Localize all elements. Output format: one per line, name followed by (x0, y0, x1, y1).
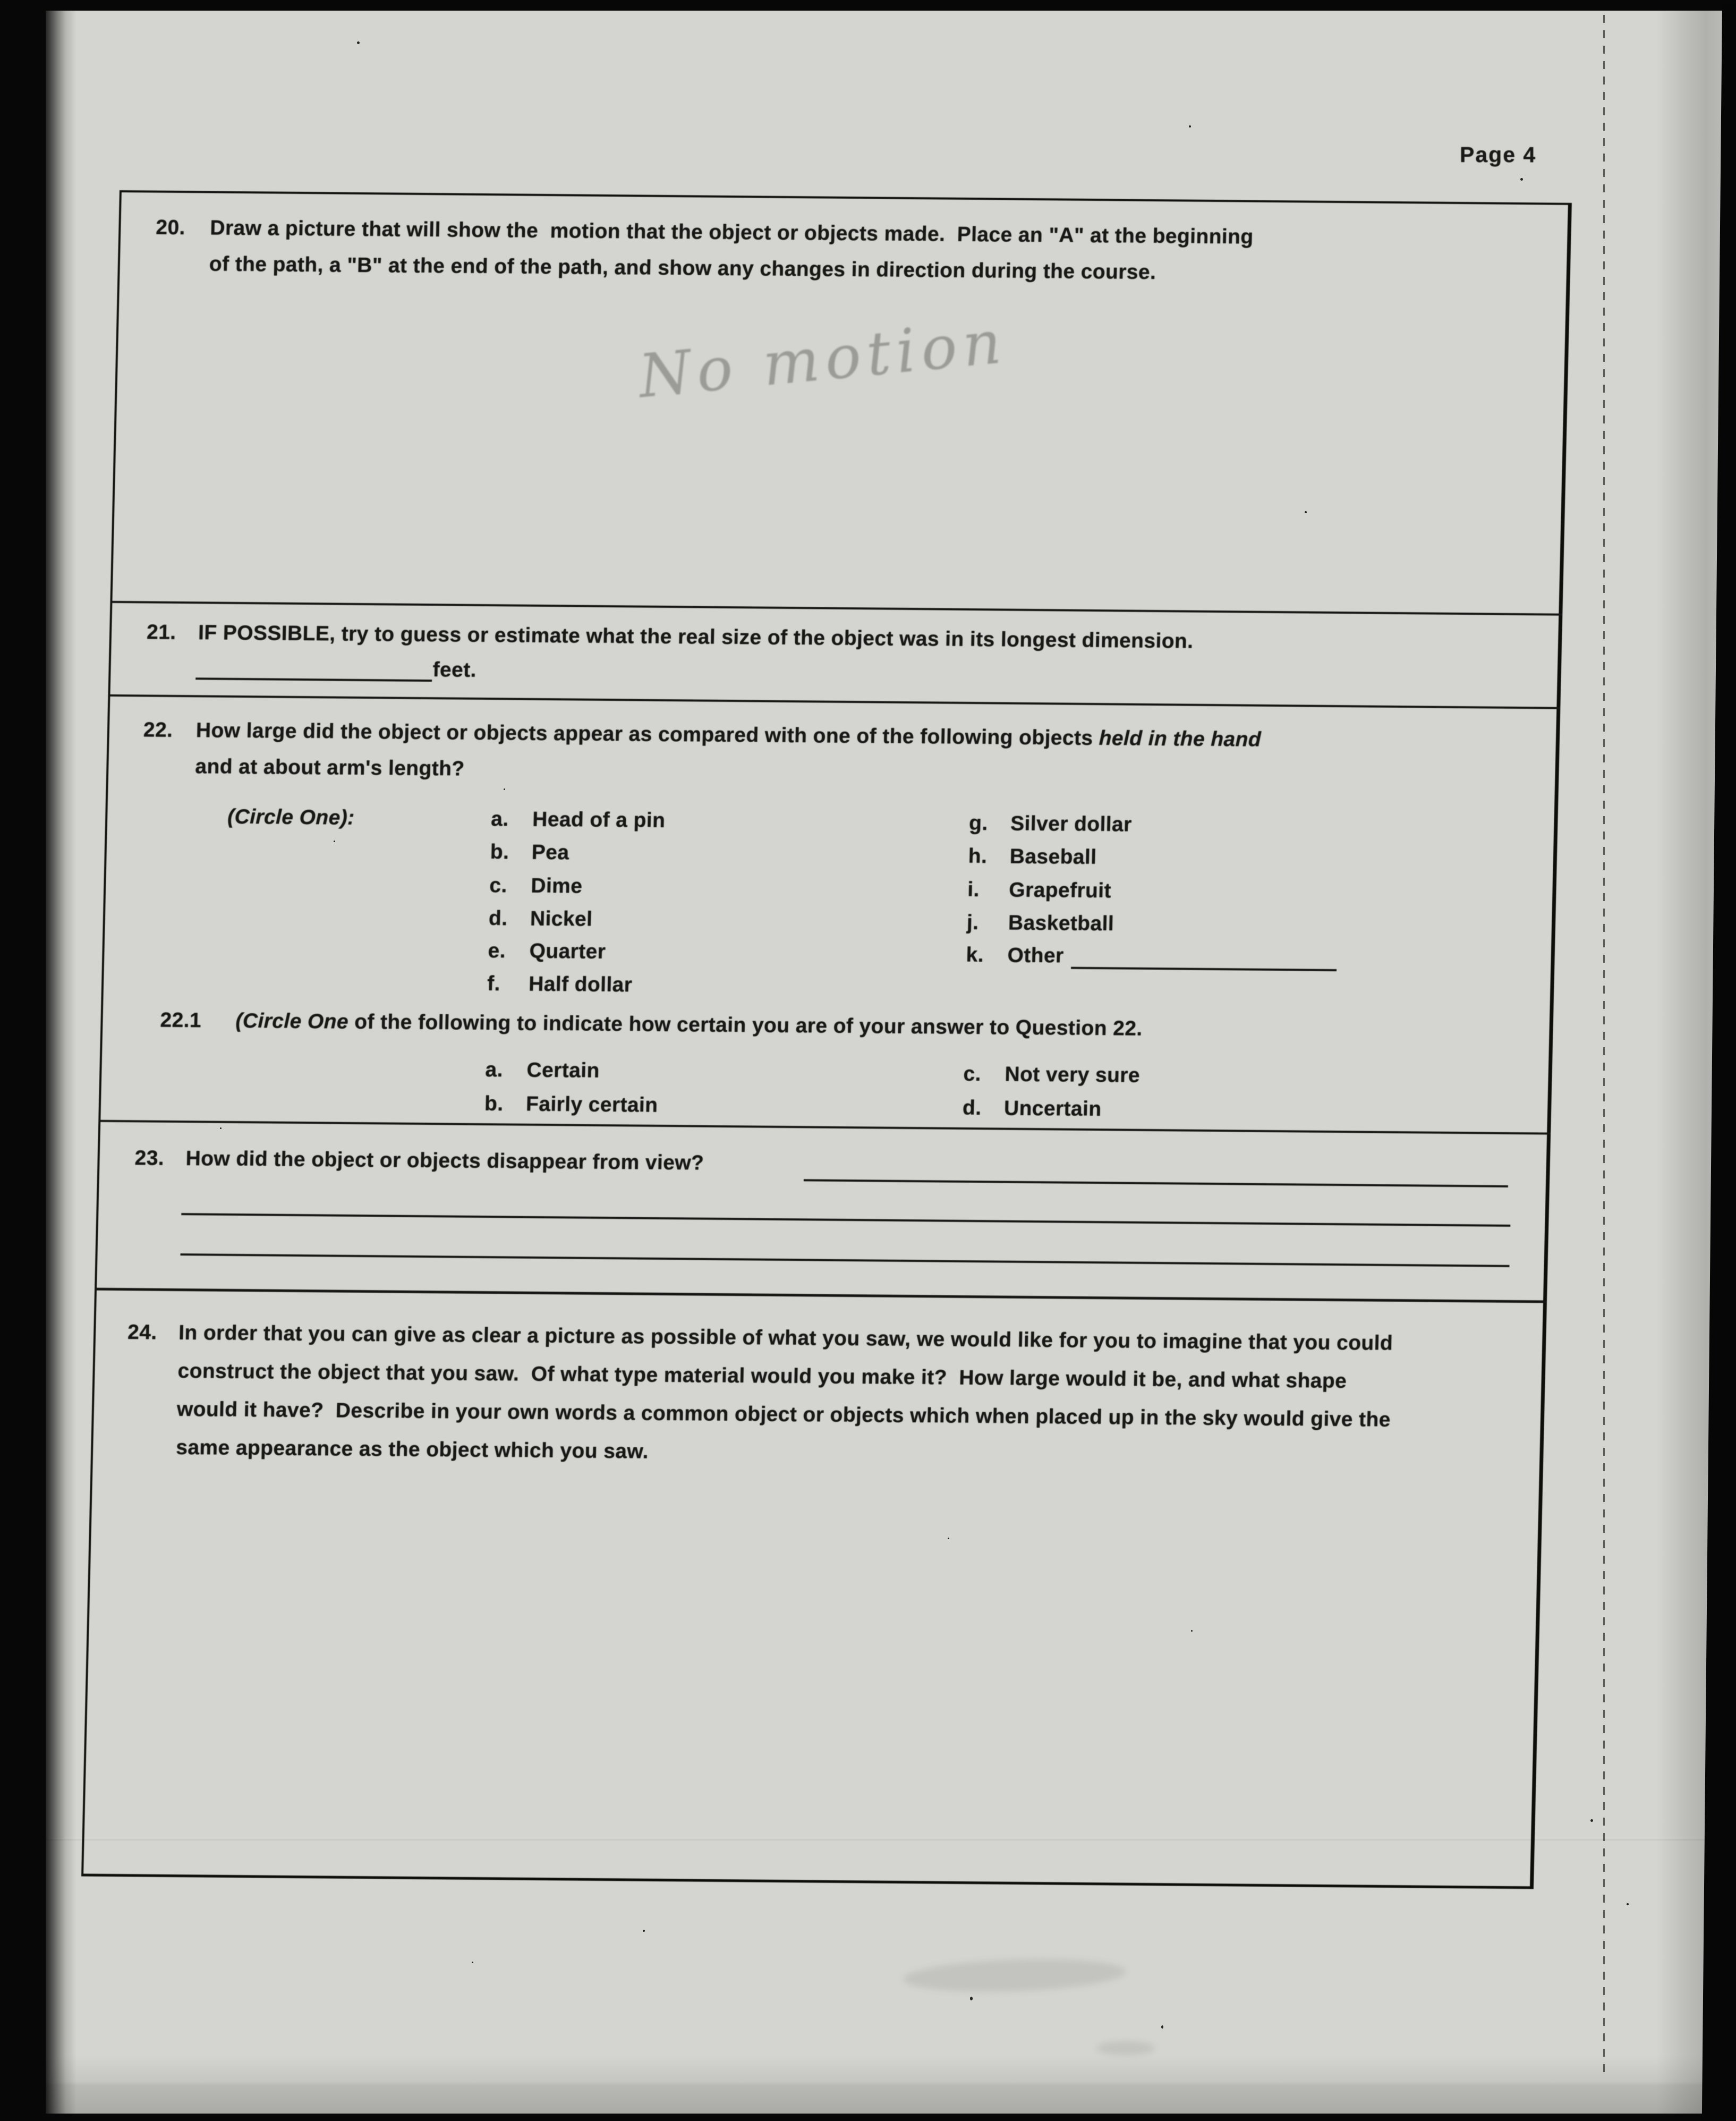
option-row (485, 1058, 600, 1083)
scan-smudge (903, 1956, 1127, 1996)
option-letter: a. (490, 808, 509, 831)
q22-text-line2: and at about arm's length? (194, 755, 465, 780)
page-number: Page 4 (1460, 142, 1537, 167)
paper (46, 11, 1736, 2114)
option-label: Silver dollar (1010, 812, 1133, 836)
q23-text: How did the object or objects disappear from view? (185, 1147, 704, 1175)
option-row (963, 1097, 1102, 1122)
option-letter: a. (485, 1058, 504, 1082)
option-label: Dime (530, 874, 583, 898)
q24-number: 24. (127, 1321, 158, 1344)
paper-bottom-shadow (46, 2055, 1736, 2114)
option-letter: d. (488, 907, 508, 930)
option-label: Uncertain (1003, 1097, 1102, 1121)
q23-number: 23. (134, 1147, 165, 1170)
q22-1-text (235, 1009, 1143, 1041)
option-letter: e. (488, 939, 506, 963)
option-row (963, 1063, 1140, 1088)
option-letter: g. (968, 812, 989, 835)
option-letter: b. (484, 1092, 504, 1116)
option-row (489, 874, 583, 898)
option-letter: k. (966, 943, 984, 967)
q21-text: IF POSSIBLE, try to guess or estimate what the real size of the object was in its longest dimension. (198, 621, 1194, 653)
scan-speck (1189, 125, 1191, 128)
section-divider-q22-q23 (98, 1120, 1551, 1135)
q22-number: 22. (143, 718, 173, 742)
option-row (490, 841, 569, 865)
option-letter: b. (490, 841, 509, 864)
option-label: Pea (531, 841, 569, 864)
option-label: Not very sure (1005, 1063, 1141, 1087)
q22-1-number: 22.1 (160, 1008, 202, 1032)
scan-speck (357, 41, 360, 44)
q24-text-line1: In order that you can give as clear a picture as possible of what you saw, we would like for you to imagine that you could (178, 1321, 1393, 1355)
q22-text-line1 (195, 719, 1261, 752)
scan-speck (472, 1962, 473, 1963)
questionnaire-box (81, 190, 1572, 1889)
option-letter: c. (963, 1062, 982, 1086)
q20-text-line1: Draw a picture that will show the motion that the object or objects made. Place an "A" at the beginning (209, 216, 1254, 249)
q22-text-emphasis: held in the hand (1099, 727, 1262, 751)
scan-speck (1305, 511, 1307, 513)
scan-speck (220, 1127, 222, 1129)
q22-circle-one-label: (Circle One): (227, 805, 355, 829)
option-label: Quarter (529, 939, 606, 964)
section-divider-q21-q22 (108, 694, 1560, 709)
option-letter: j. (966, 911, 979, 935)
q24-text-line3: would it have? Describe in your own words a common object or objects which when placed up in the sky would give the (176, 1398, 1391, 1431)
option-row (969, 812, 1132, 837)
q22-1-circle-one: (Circle One (235, 1009, 349, 1033)
option-row (966, 944, 1064, 968)
option-label: Head of a pin (532, 808, 666, 833)
option-row (968, 845, 1097, 870)
option-row (484, 1092, 658, 1118)
scan-speck (1520, 178, 1523, 181)
option-row (967, 878, 1112, 903)
option-label: Other (1007, 944, 1065, 968)
option-letter: f. (487, 972, 501, 996)
option-row (487, 972, 633, 997)
option-label: Baseball (1009, 845, 1097, 869)
scan-speck (1627, 1903, 1629, 1905)
scan-speck (1590, 1819, 1593, 1822)
q20-handwritten-answer: No motion (636, 307, 1010, 412)
option-row (491, 808, 666, 833)
q20-text-line2: of the path, a "B" at the end of the path, and show any changes in direction during the course. (209, 252, 1156, 284)
page-edge-dashed-line (1603, 15, 1605, 2076)
scan-speck (948, 1538, 949, 1539)
scan-speck (504, 788, 505, 790)
section-divider-q20-q21 (110, 601, 1562, 616)
section-divider-q23-q24 (95, 1288, 1547, 1303)
q23-answer-line-2 (181, 1213, 1510, 1227)
option-letter: c. (489, 874, 508, 897)
option-label: Half dollar (528, 972, 633, 997)
option-label: Basketball (1008, 911, 1114, 936)
q24-text-line2: construct the object that you saw. Of what type material would you make it? How large would it be, and what shape (177, 1360, 1347, 1393)
q22-text-main: How large did the object or objects appear as compared with one of the following objects (195, 719, 1100, 750)
option-row (966, 911, 1114, 936)
scan-smudge (1096, 2041, 1155, 2055)
option-letter: d. (962, 1096, 982, 1120)
q21-unit-label: feet. (432, 658, 477, 682)
option-label: Nickel (530, 907, 593, 931)
q21-number: 21. (146, 621, 177, 644)
q24-text-line4: same appearance as the object which you saw. (175, 1436, 649, 1463)
option-letter: h. (968, 844, 988, 868)
q23-answer-line-1 (804, 1179, 1508, 1187)
scan-speck (1161, 2025, 1163, 2029)
scan-speck (1191, 1630, 1193, 1632)
option-row (488, 939, 606, 964)
q20-number: 20. (155, 216, 186, 240)
option-label: Fairly certain (525, 1092, 658, 1117)
scan-speck (643, 1930, 645, 1932)
paper-left-edge-shadow (46, 11, 76, 2114)
option-letter: i. (967, 878, 980, 902)
scan-speck (970, 1997, 973, 2000)
q22-1-text-rest: of the following to indicate how certain you are of your answer to Question 22. (348, 1010, 1143, 1040)
option-row (488, 907, 592, 932)
scan-speck (334, 841, 335, 842)
q22-other-blank-line (1071, 967, 1337, 971)
q23-answer-line-3 (181, 1253, 1510, 1267)
option-label: Certain (526, 1058, 600, 1082)
option-label: Grapefruit (1008, 878, 1112, 903)
q21-answer-blank-line (195, 677, 432, 682)
